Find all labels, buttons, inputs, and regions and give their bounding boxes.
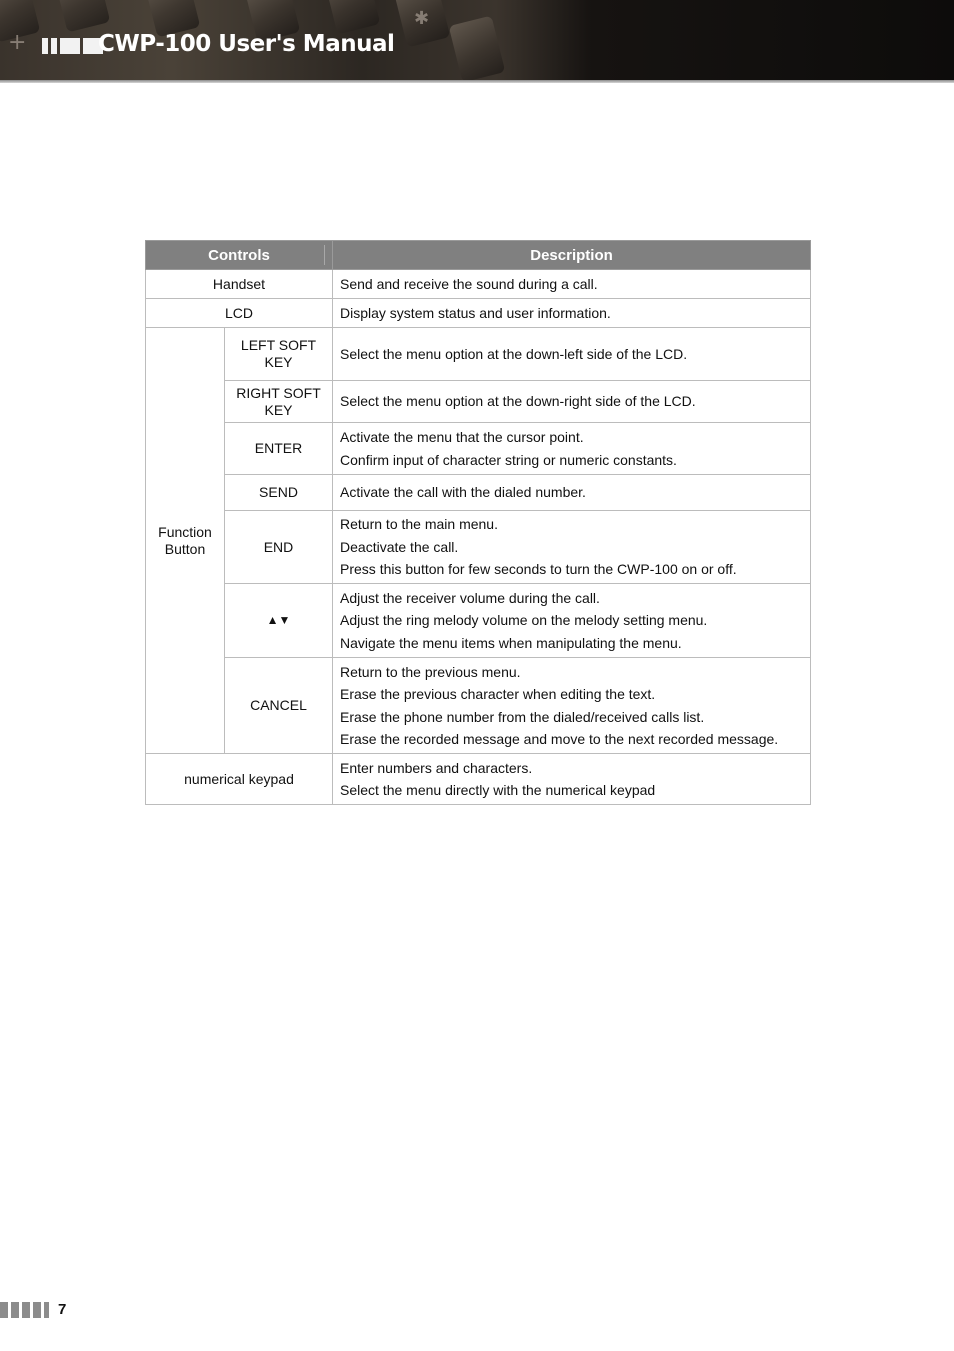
controls-table [145, 240, 811, 805]
control-cell: LCD [146, 299, 333, 328]
footer-bars-icon [0, 1302, 49, 1318]
keypad-key-graphic [324, 0, 381, 34]
description-line: Select the menu option at the down-right side of the LCD. [340, 393, 696, 410]
description-line: Select the menu directly with the numerical keypad [340, 782, 656, 798]
page-number: 7 [58, 1301, 67, 1318]
description-line: Confirm input of character string or numeric constants. [340, 451, 677, 468]
control-cell: LEFT SOFT KEY [225, 328, 333, 381]
description-cell [333, 270, 811, 299]
function-button-group-cell: Function Button [146, 328, 225, 754]
control-cell: numerical keypad [146, 754, 333, 805]
description-line: Erase the phone number from the dialed/received calls list. [340, 708, 705, 725]
description-line: Return to the previous menu. [340, 663, 521, 680]
keypad-key-graphic [449, 16, 506, 80]
description-line: Adjust the ring melody volume on the melody setting menu. [340, 612, 708, 629]
table-row [146, 754, 811, 805]
description-cell [333, 754, 811, 805]
description-cell [333, 475, 811, 511]
table-row [146, 658, 811, 754]
description-cell [333, 423, 811, 475]
description-cell [333, 328, 811, 381]
header-description: Description [333, 241, 811, 270]
control-cell: RIGHT SOFT KEY [225, 381, 333, 423]
asterisk-icon: ✱ [414, 8, 430, 29]
description-line: Display system status and user information. [340, 304, 611, 321]
description-line: Adjust the receiver volume during the call. [340, 589, 600, 606]
control-cell: END [225, 511, 333, 584]
description-cell [333, 658, 811, 754]
header-rule [0, 80, 954, 83]
control-cell: SEND [225, 475, 333, 511]
description-cell [333, 584, 811, 658]
header-controls: Controls [146, 241, 333, 270]
description-line: Activate the menu that the cursor point. [340, 429, 584, 445]
control-cell: ENTER [225, 423, 333, 475]
control-cell: CANCEL [225, 658, 333, 754]
description-line: Press this button for few seconds to turn the CWP-100 on or off. [340, 561, 737, 578]
description-cell [333, 381, 811, 423]
description-line: Select the menu option at the down-left side of the LCD. [340, 345, 688, 362]
keypad-key-graphic [54, 0, 111, 32]
table-row [146, 381, 811, 423]
logo-bars-icon [42, 38, 103, 54]
table-row [146, 270, 811, 299]
description-cell [333, 299, 811, 328]
up-down-arrows-icon: ▲▼ [225, 584, 333, 658]
table-row [146, 423, 811, 475]
description-line: Navigate the menu items when manipulating the menu. [340, 634, 682, 651]
table-row [146, 328, 811, 381]
description-line: Deactivate the call. [340, 538, 459, 555]
table-row [146, 511, 811, 584]
description-line: Erase the previous character when editing the text. [340, 686, 656, 702]
description-line: Activate the call with the dialed number. [340, 484, 586, 501]
plus-icon: + [8, 30, 27, 55]
table-row [146, 475, 811, 511]
description-cell [333, 511, 811, 584]
manual-title: CWP-100 User's Manual [98, 31, 395, 57]
table-row [146, 584, 811, 658]
page-header-banner [0, 0, 954, 80]
table-row [146, 299, 811, 328]
description-line: Enter numbers and characters. [340, 759, 533, 776]
control-cell: Handset [146, 270, 333, 299]
description-line: Erase the recorded message and move to the next recorded message. [340, 731, 779, 747]
description-line: Send and receive the sound during a call. [340, 275, 598, 292]
description-line: Return to the main menu. [340, 516, 498, 533]
